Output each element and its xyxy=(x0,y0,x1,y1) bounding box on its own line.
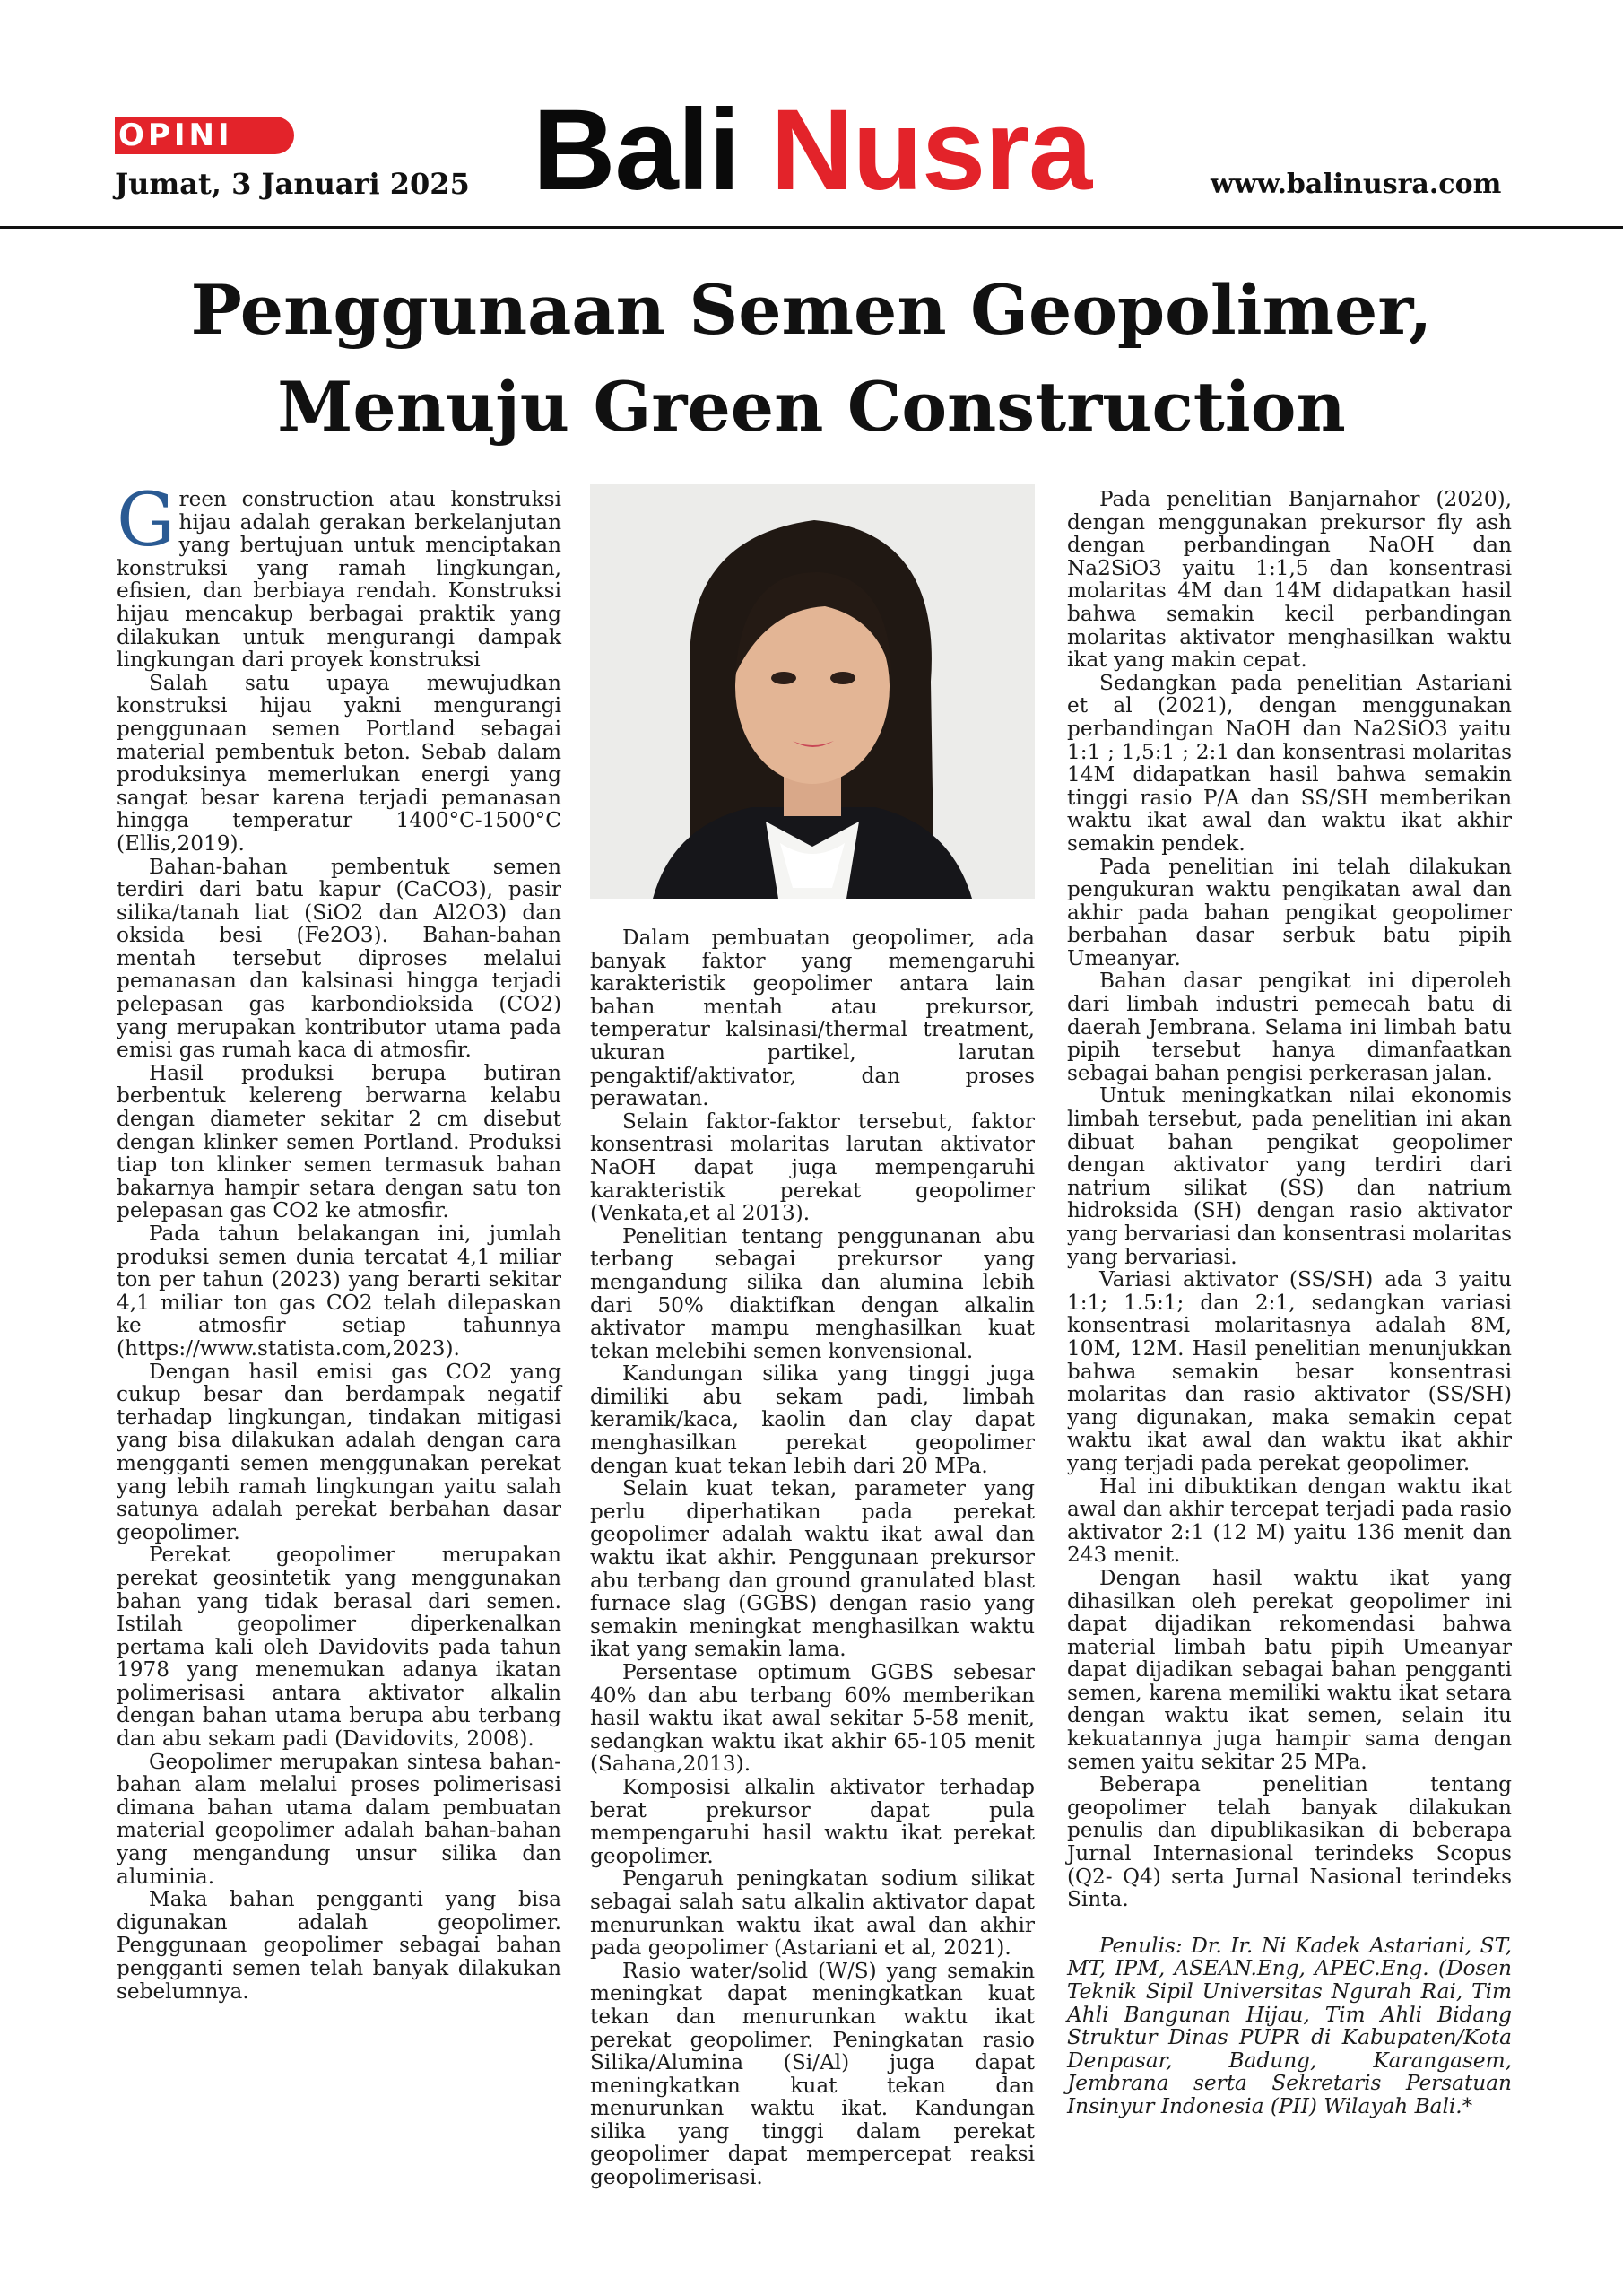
paragraph-9: Maka bahan pengganti yang bisa digunakan adalah geopolimer. Penggunaan geopolimer sebagai bahan pengganti semen telah banyak dilakukan sebelumnya. xyxy=(117,1887,561,2004)
paragraph-15: Persentase optimum GGBS sebesar 40% dan abu terbang 60% memberikan hasil waktu ikat awal sekitar 5-58 menit, sedangkan waktu ikat akhir 65-105 menit (Sahana,2013). xyxy=(590,1660,1035,1777)
paragraph-21: Pada penelitian ini telah dilakukan pengukuran waktu pengikatan awal dan akhir pada bahan pengikat geopolimer berbahan dasar serbuk batu pipih Umeanyar. xyxy=(1067,854,1512,970)
article-column-3 xyxy=(1067,488,1512,2192)
article-column-1 xyxy=(117,478,561,2192)
author-photo xyxy=(590,484,1035,899)
headline-line-2: Menuju Green Construction xyxy=(277,367,1346,447)
paragraph-24: Variasi aktivator (SS/SH) ada 3 yaitu 1:1; 1.5:1; dan 2:1, sedangkan variasi konsentrasi molaritasnya adalah 8M, 10M, 12M. Hasil penelitian menunjukkan bahwa semakin besar konsentrasi molaritas dan rasio aktivator (SS/SH) yang digunakan, maka semakin cepat waktu ikat awal dan waktu ikat akhir yang terjadi pada perekat geopolimer. xyxy=(1067,1267,1512,1475)
masthead-divider xyxy=(0,226,1623,229)
paragraph-19: Pada penelitian Banjarnahor (2020), dengan menggunakan prekursor fly ash dengan perbandingan NaOH dan Na2SiO3 yaitu 1:1,5 dan konsentrasi molaritas 4M dan 14M didapatkan hasil bahwa semakin kecil perbandingan molaritas aktivator menghasilkan waktu ikat yang makin cepat. xyxy=(1067,487,1512,673)
author-portrait-illustration xyxy=(590,484,1035,899)
masthead xyxy=(0,0,1623,231)
author-byline: Penulis: Dr. Ir. Ni Kadek Astariani, ST, MT, IPM, ASEAN.Eng, APEC.Eng. (Dosen Teknik Sipil Universitas Ngurah Rai, Tim Ahli Bangunan Hijau, Tim Ahli Bidang Struktur Dinas PUPR di Kabupaten/Kota Denpasar, Badung, Karangasem, Jembrana serta Sekretaris Persatuan Insinyur Indonesia (PII) Wilayah Bali.* xyxy=(1067,1933,1512,2118)
paragraph-5: Pada tahun belakangan ini, jumlah produksi semen dunia tercatat 4,1 miliar ton per tahun (2023) yang berarti sekitar 4,1 miliar ton gas CO2 telah dilepaskan ke atmosfir setiap tahunnya (https://www.statista.com,2023). xyxy=(117,1222,561,1361)
newspaper-logo xyxy=(533,86,1092,214)
paragraph-26: Dengan hasil waktu ikat yang dihasilkan oleh perekat geopolimer ini dapat dijadikan rekomendasi bahwa material limbah batu pipih Umeanyar dapat dijadikan sebagai bahan pengganti semen, karena memiliki waktu ikat setara dengan waktu ikat semen, selain itu kekuatannya juga hampir sama dengan semen yaitu sekitar 25 MPa. xyxy=(1067,1565,1512,1774)
paragraph-17: Pengaruh peningkatan sodium silikat sebagai salah satu alkalin aktivator dapat menurunkan waktu ikat awal dan akhir pada geopolimer (Astariani et al, 2021). xyxy=(590,1866,1035,1961)
paragraph-10: Dalam pembuatan geopolimer, ada banyak faktor yang memengaruhi karakteristik geopolimer antara lain bahan mentah atau prekursor, temperatur kalsinasi/thermal treatment, ukuran partikel, larutan pengaktif/aktivator, dan proses perawatan. xyxy=(590,926,1035,1111)
paragraph-27: Beberapa penelitian tentang geopolimer telah banyak dilakukan penulis dan dipublikasikan di beberapa Jurnal Internasional terindeks Scopus (Q2- Q4) serta Jurnal Nasional terindeks Sinta. xyxy=(1067,1772,1512,1912)
paragraph-22: Bahan dasar pengikat ini diperoleh dari limbah industri pemecah batu di daerah Jembrana. Selama ini limbah batu pipih tersebut hanya dimanfaatkan sebagai bahan pengisi perkerasan jalan. xyxy=(1067,969,1512,1085)
paragraph-6: Dengan hasil emisi gas CO2 yang cukup besar dan berdampak negatif terhadap lingkungan, tindakan mitigasi yang bisa dilakukan adalah dengan cara mengganti semen menggunakan perekat yang lebih ramah lingkungan yaitu salah satunya adalah perekat berbahan dasar geopolimer. xyxy=(117,1359,561,1544)
paragraph-12: Penelitian tentang penggunanan abu terbang sebagai prekursor yang mengandung silika dan alumina lebih dari 50% diaktifkan dengan alkalin aktivator mampu menghasilkan kuat tekan melebihi semen konvensional. xyxy=(590,1223,1035,1363)
section-label: OPINI xyxy=(118,117,233,153)
paragraph-2: Salah satu upaya mewujudkan konstruksi hijau yakni mengurangi penggunaan semen Portland sebagai material pembentuk beton. Sebab dalam produksinya memerlukan energi yang sangat besar karena terjadi pemanasan hingga temperatur 1400°C-1500°C (Ellis,2019). xyxy=(117,670,561,856)
article-headline xyxy=(0,262,1623,456)
paragraph-14: Selain kuat tekan, parameter yang perlu diperhatikan pada perekat geopolimer adalah waktu ikat awal dan waktu ikat akhir. Penggunaan prekursor abu terbang dan ground granulated blast furnace slag (GGBS) dengan rasio yang semakin meningkat menghasilkan waktu ikat yang semakin lama. xyxy=(590,1476,1035,1662)
publication-date: Jumat, 3 Januari 2025 xyxy=(115,167,470,201)
article-column-2 xyxy=(590,926,1035,2191)
website-link[interactable]: www.balinusra.com xyxy=(1211,169,1502,200)
drop-cap: G xyxy=(117,478,176,563)
paragraph-8: Geopolimer merupakan sintesa bahan-bahan alam melalui proses polimerisasi dimana bahan utama dalam pembuatan material geopolimer adalah bahan-bahan yang mengandung unsur silika dan aluminia. xyxy=(117,1749,561,1889)
paragraph-4: Hasil produksi berupa butiran berbentuk kelereng berwarna kelabu dengan diameter sekitar 2 cm disebut dengan klinker semen Portland. Produksi tiap ton klinker semen termasuk bahan bakarnya hampir setara dengan satu ton pelepasan gas CO2 ke atmosfir. xyxy=(117,1060,561,1223)
paragraph-7: Perekat geopolimer merupakan perekat geosintetik yang menggunakan bahan yang tidak berasal dari semen. Istilah geopolimer diperkenalkan pertama kali oleh Davidovits pada tahun 1978 yang menemukan adanya ikatan polimerisasi antara aktivator alkalin dengan bahan utama berupa abu terbang dan abu sekam padi (Davidovits, 2008). xyxy=(117,1543,561,1752)
paragraph-18: Rasio water/solid (W/S) yang semakin meningkat dapat meningkatkan kuat tekan dan menurunkan waktu ikat perekat geopolimer. Peningkatan rasio Silika/Alumina (Si/Al) juga dapat meningkatkan kuat tekan dan menurunkan waktu ikat. Kandungan silika yang tinggi dalam perekat geopolimer dapat mempercepat reaksi geopolimerisasi. xyxy=(590,1958,1035,2190)
headline-line-1: Penggunaan Semen Geopolimer, xyxy=(190,270,1433,350)
paragraph-1: Green construction atau konstruksi hijau adalah gerakan berkelanjutan yang bertujuan untuk menciptakan konstruksi yang ramah lingkungan, efisien, dan berbiaya rendah. Konstruksi hijau mencakup berbagai praktik yang dilakukan untuk mengurangi dampak lingkungan dari proyek konstruksi xyxy=(117,478,561,673)
paragraph-23: Untuk meningkatkan nilai ekonomis limbah tersebut, pada penelitian ini akan dibuat bahan pengikat geopolimer dengan aktivator yang terdiri dari natrium silikat (SS) dan natrium hidroksida (SH) dengan rasio aktivator yang bervariasi dan konsentrasi molaritas yang bervariasi. xyxy=(1067,1083,1512,1269)
paragraph-25: Hal ini dibuktikan dengan waktu ikat awal dan akhir tercepat terjadi pada rasio aktivator 2:1 (12 M) yaitu 136 menit dan 243 menit. xyxy=(1067,1474,1512,1568)
logo-word-bali: Bali xyxy=(533,86,740,214)
paragraph-13: Kandungan silika yang tinggi juga dimiliki abu sekam padi, limbah keramik/kaca, kaolin dan clay dapat menghasilkan perekat geopolimer dengan kuat tekan lebih dari 20 MPa. xyxy=(590,1361,1035,1478)
paragraph-11: Selain faktor-faktor tersebut, faktor konsentrasi molaritas larutan aktivator NaOH dapat juga mempengaruhi karakteristik perekat geopolimer (Venkata,et al 2013). xyxy=(590,1109,1035,1226)
section-tag xyxy=(115,117,294,154)
paragraph-3: Bahan-bahan pembentuk semen terdiri dari batu kapur (CaCO3), pasir silika/tanah liat (SiO2 dan Al2O3) dan oksida besi (Fe2O3). Bahan-bahan mentah tersebut diproses melalui pemanasan dan kalsinasi hingga terjadi pelepasan gas karbondioksida (CO2) yang merupakan kontributor utama pada emisi gas rumah kaca di atmosfir. xyxy=(117,854,561,1063)
paragraph-16: Komposisi alkalin aktivator terhadap berat prekursor dapat pula mempengaruhi hasil waktu ikat perekat geopolimer. xyxy=(590,1774,1035,1868)
paragraph-20: Sedangkan pada penelitian Astariani et al (2021), dengan menggunakan perbandingan NaOH dan Na2SiO3 yaitu 1:1 ; 1,5:1 ; 2:1 dan konsentrasi molaritas 14M didapatkan hasil bahwa semakin tinggi rasio P/A dan SS/SH memberikan waktu ikat awal dan waktu ikat akhir semakin pendek. xyxy=(1067,670,1512,856)
logo-word-nusra: Nusra xyxy=(770,86,1092,214)
